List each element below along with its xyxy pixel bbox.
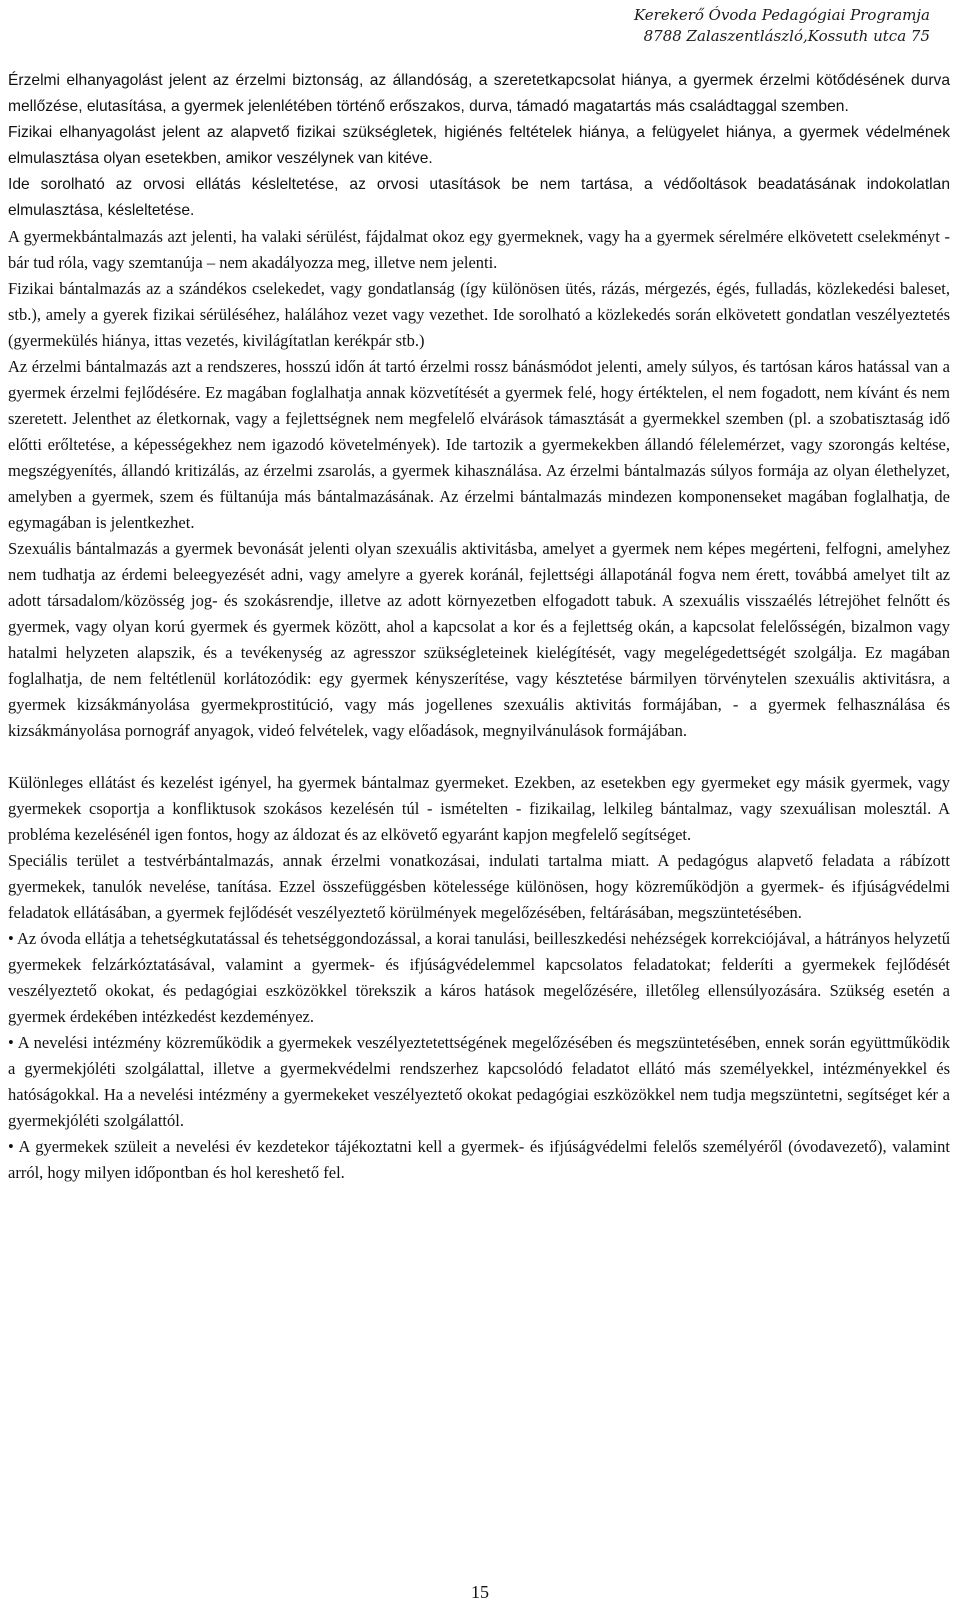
paragraph-physical-neglect: Fizikai elhanyagolást jelent az alapvető fizikai szükségletek, higiénés feltételek hiánya, a felügyelet hiánya, a gyermek védelmének elmulasztása olyan esetekben, amikor veszélynek van kitéve.: [8, 124, 950, 167]
paragraph-medical-neglect: Ide sorolható az orvosi ellátás késleltetése, az orvosi utasítások be nem tartása, a védőoltások beadatásának indokolatlan elmulasztása, késleltetése.: [8, 176, 950, 219]
document-body: [8, 68, 950, 1186]
bullet-kindergarten-duties: • Az óvoda ellátja a tehetségkutatással és tehetséggondozással, a korai tanulási, beilleszkedési nehézségek korrekciójával, a hátrányos helyzetű gyermekek felzárkóztatásával, valamint a gyermek- és ifjúságvédelemmel kapcsolatos feladatokat; felderíti a gyermekek fejlődését veszélyeztető okokat, és pedagógiai eszközökkel törekszik a káros hatások megelőzésére, illetőleg ellensúlyozására. Szükség esetén a gyermek érdekében intézkedést kezdeményez.: [8, 929, 950, 1026]
header-address: 8788 Zalaszentlászló,Kossuth utca 75: [643, 27, 930, 45]
header-title: Kerekerő Óvoda Pedagógiai Programja: [634, 6, 930, 24]
paragraph-emotional-neglect: Érzelmi elhanyagolást jelent az érzelmi biztonság, az állandóság, a szeretetkapcsolat hiánya, a gyermek érzelmi kötődésének durva mellőzése, elutasítása, a gyermek jelenlétében történő erőszakos, durva, támadó magatartás más családtaggal szemben.: [8, 72, 950, 115]
paragraph-child-abuse-definition: A gyermekbántalmazás azt jelenti, ha valaki sérülést, fájdalmat okoz egy gyermeknek, vagy ha a gyermek sérelmére elkövetett cselekményt - bár tud róla, vagy szemtanúja – nem akadályozza meg, illetve nem jelenti.: [8, 227, 950, 272]
paragraph-gap: [8, 744, 950, 770]
paragraph-sibling-abuse: Speciális terület a testvérbántalmazás, annak érzelmi vonatkozásai, indulati tartalma miatt. A pedagógus alapvető feladata a rábízott gyermekek, tanulók nevelése, tanítása. Ezzel összefüggésben kötelessége különösen, hogy közreműködjön a gyermek- és ifjúságvédelmi feladatok ellátásában, a gyermek fejlődését veszélyeztető körülmények megelőzésében, feltárásában, megszüntetésében.: [8, 851, 950, 922]
bullet-parent-information: • A gyermekek szüleit a nevelési év kezdetekor tájékoztatni kell a gyermek- és ifjúságvédelmi felelős személyéről (óvodavezető), valamint arról, hogy milyen időpontban és hol kereshető fel.: [8, 1137, 950, 1182]
paragraph-sexual-abuse: Szexuális bántalmazás a gyermek bevonását jelenti olyan szexuális aktivitásba, amelyet a gyermek nem képes megérteni, felfogni, amelyhez nem tudhatja az érdemi beleegyezését adni, vagy amelyre a gyerek koránál, fejlettségi állapotánál fogva nem érett, továbbá amelyet tilt az adott társadalom/közösség jog- és szokásrendje, illetve az adott környezetben elfogadott tabuk. A szexuális visszaélés létrejöhet felnőtt és gyermek, vagy olyan korú gyermek és gyermek között, ahol a kapcsolat a kor és a fejlettség okán, a kapcsolat felelősségén, bizalmon vagy hatalmi helyzeten alapszik, és a tevékenység az agresszor szükségleteinek kielégítését, vagy megelégedettségét szolgálja. Ez magában foglalhatja, de nem feltétlenül korlátozódik: egy gyermek kényszerítése, vagy késztetése bármilyen törvénytelen szexuális aktivitásra, a gyermek kizsákmányolása gyermekprostitúció, vagy más jogellenes szexuális aktivitás formájában, - a gyermek felhasználása és kizsákmányolása pornográf anyagok, videó felvételek, vagy előadások, megnyilvánulások formájában.: [8, 539, 950, 740]
page-header: [634, 5, 930, 47]
paragraph-physical-abuse: Fizikai bántalmazás az a szándékos cselekedet, vagy gondatlanság (így különösen ütés, rázás, mérgezés, égés, fulladás, közlekedési baleset, stb.), amely a gyerek fizikai sérüléséhez, halálához vezet vagy vezethet. Ide sorolható a közlekedés során elkövetett gondatlan veszélyeztetés (gyermekülés hiánya, ittas vezetés, kivilágítatlan kerékpár stb.): [8, 279, 950, 350]
paragraph-child-on-child-abuse: Különleges ellátást és kezelést igényel, ha gyermek bántalmaz gyermeket. Ezekben, az esetekben egy gyermeket egy másik gyermek, vagy gyermekek csoportja a konfliktusok szokásos kezelésén túl - ismételten - fizikailag, lelkileg bántalmaz, vagy szexuálisan molesztál. A probléma kezelésénél igen fontos, hogy az áldozat és az elkövető egyaránt kapjon megfelelő segítséget.: [8, 773, 950, 844]
page-number: 15: [471, 1582, 489, 1602]
bullet-institution-cooperation: • A nevelési intézmény közreműködik a gyermekek veszélyeztetettségének megelőzésében és megszüntetésében, ennek során együttműködik a gyermekjóléti szolgálattal, illetve a gyermekvédelmi rendszerhez kapcsolódó feladatot ellátó más személyekkel, intézményekkel és hatóságokkal. Ha a nevelési intézmény a gyermekeket veszélyeztető okokat pedagógiai eszközökkel nem tudja megszüntetni, segítséget kér a gyermekjóléti szolgálattól.: [8, 1033, 950, 1130]
paragraph-emotional-abuse: Az érzelmi bántalmazás azt a rendszeres, hosszú időn át tartó érzelmi rossz bánásmódot jelenti, amely súlyos, és tartósan káros hatással van a gyermek érzelmi fejlődésére. Ez magában foglalhatja annak közvetítését a gyermek felé, hogy értéktelen, el nem fogadott, nem kívánt és nem szeretett. Jelenthet az életkornak, vagy a fejlettségnek nem megfelelő elvárások támasztását a gyermekkel szemben (pl. a szobatisztaság idő előtti erőltetése, a képességekhez nem igazodó követelmények). Ide tartozik a gyermekekben állandó félelemérzet, vagy szorongás keltése, megszégyenítés, állandó kritizálás, az érzelmi zsarolás, a gyermek kihasználása. Az érzelmi bántalmazás súlyos formája az olyan élethelyzet, amelyben a gyermek, szem és fültanúja más bántalmazásának. Az érzelmi bántalmazás mindezen komponenseket magában foglalhatja, de egymagában is jelentkezhet.: [8, 357, 950, 532]
